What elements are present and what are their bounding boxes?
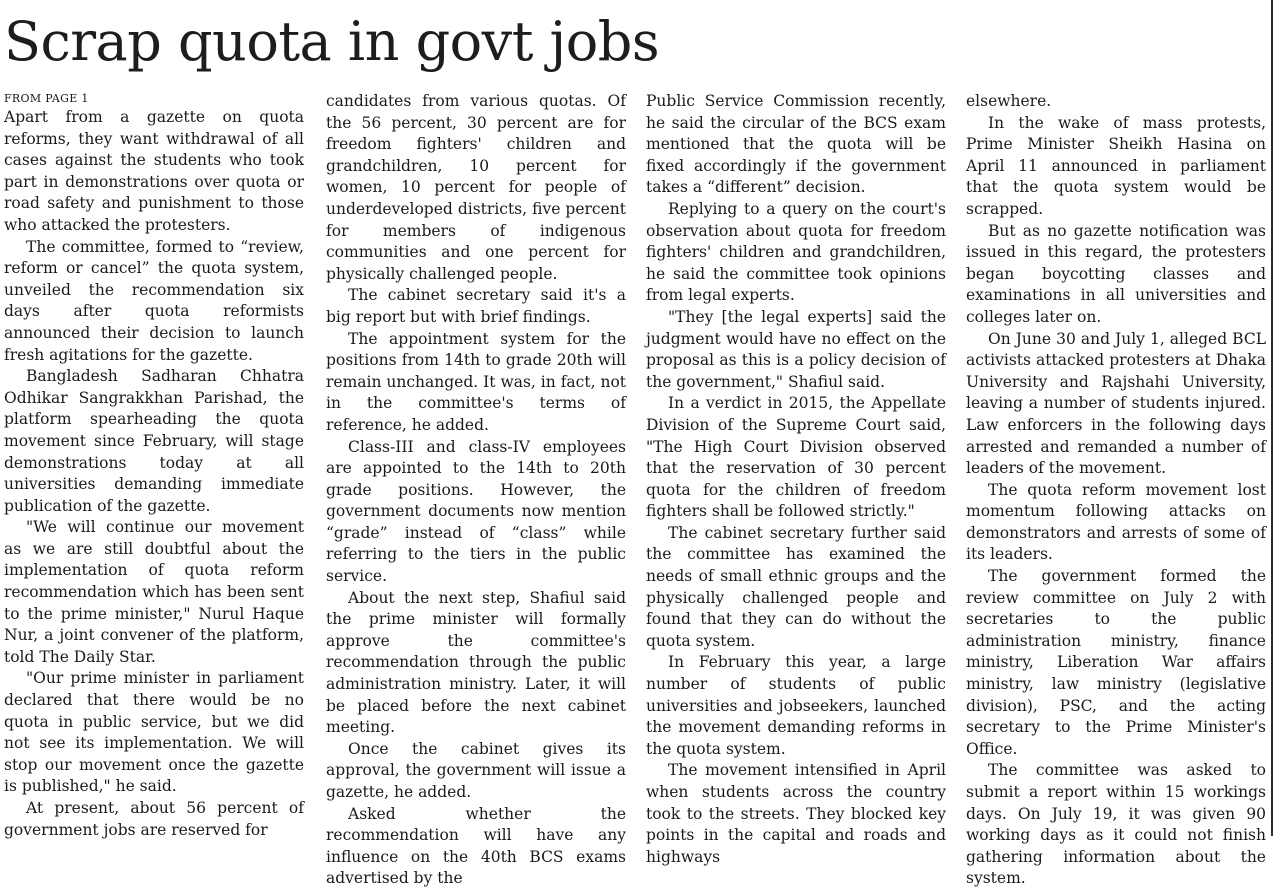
paragraph: The cabinet secretary further said the committee has examined the needs of small ethnic groups and the physically challenged people and found that they can do without the quota system.: [646, 523, 946, 650]
paragraph: Public Service Commission recently, he said the circular of the BCS exam mentioned that the quota will be fixed accordingly if the government takes a “different” decision.: [646, 92, 946, 197]
paragraph: The committee was asked to submit a report within 15 workings days. On July 19, it was given 90 working days as it could not finish gathering information about the system.: [966, 761, 1266, 888]
paragraph: Class-III and class-IV employees are appointed to the 14th to 20th grade positions. However, the government documents now mention “grade” instead of “class” while referring to the tiers in the public service.: [326, 437, 626, 586]
column-rule: [1271, 0, 1273, 836]
headline: Scrap quota in govt jobs: [4, 10, 660, 73]
paragraph: In February this year, a large number of students of public universities and jobseekers, launched the movement demanding reforms in the quota system.: [646, 653, 946, 758]
kicker: FROM PAGE 1: [4, 92, 89, 105]
paragraph: The quota reform movement lost momentum following attacks on demonstrators and arrests of some of its leaders.: [966, 480, 1266, 564]
paragraph: On June 30 and July 1, alleged BCL activists attacked protesters at Dhaka University and Rajshahi University, leaving a number of students injured. Law enforcers in the following days arrested and remanded a number of leaders of the movement.: [966, 329, 1266, 478]
paragraph: Apart from a gazette on quota reforms, they want withdrawal of all cases against the students who took part in demonstrations over quota or road safety and punishment to those who attacked the protesters.: [4, 108, 304, 234]
paragraph: candidates from various quotas. Of the 56 percent, 30 percent are for freedom fighters' children and grandchildren, 10 percent for women, 10 percent for people of underdeveloped districts, five percent for members of indigenous communities and one percent for physically challenged people.: [326, 92, 626, 283]
paragraph: At present, about 56 percent of government jobs are reserved for: [4, 799, 304, 839]
paragraph: But as no gazette notification was issued in this regard, the protesters began boycotting classes and examinations in all universities and colleges later on.: [966, 221, 1266, 326]
article-column-3: [646, 91, 946, 868]
paragraph: The government formed the review committee on July 2 with secretaries to the public administration ministry, finance ministry, Liberation War affairs ministry, law ministry (legislative division), PSC, and the acting secretary to the Prime Minister's Office.: [966, 567, 1266, 758]
paragraph: The appointment system for the positions from 14th to grade 20th will remain unchanged. It was, in fact, not in the committee's terms of reference, he added.: [326, 329, 626, 434]
paragraph: "They [the legal experts] said the judgment would have no effect on the proposal as this is a policy decision of the government," Shafiul said.: [646, 307, 946, 391]
paragraph: In the wake of mass protests, Prime Minister Sheikh Hasina on April 11 announced in parliament that the quota system would be scrapped.: [966, 113, 1266, 218]
article-column-4: [966, 91, 1266, 890]
paragraph: Once the cabinet gives its approval, the government will issue a gazette, he added.: [326, 739, 626, 801]
paragraph: The committee, formed to “review, reform or cancel” the quota system, unveiled the recommendation six days after quota reformists announced their decision to launch fresh agitations for the gazette.: [4, 237, 304, 364]
article-column-1: [4, 91, 304, 841]
paragraph: The movement intensified in April when students across the country took to the streets. They blocked key points in the capital and roads and highways: [646, 761, 946, 866]
paragraph: elsewhere.: [966, 92, 1052, 110]
paragraph: About the next step, Shafiul said the prime minister will formally approve the committee's recommendation through the public administration ministry. Later, it will be placed before the next cabinet meeting.: [326, 588, 626, 737]
paragraph: Asked whether the recommendation will have any influence on the 40th BCS exams advertised by the: [326, 804, 626, 888]
paragraph: Replying to a query on the court's observation about quota for freedom fighters' children and grandchildren, he said the committee took opinions from legal experts.: [646, 199, 946, 305]
article-column-2: [326, 91, 626, 890]
paragraph: "We will continue our movement as we are still doubtful about the implementation of quota reform recommendation which has been sent to the prime minister," Nurul Haque Nur, a joint convener of the platform, told The Daily Star.: [4, 518, 304, 666]
paragraph: "Our prime minister in parliament declared that there would be no quota in public service, but we did not see its implementation. We will stop our movement once the gazette is published," he said.: [4, 669, 304, 796]
paragraph: The cabinet secretary said it's a big report but with brief findings.: [326, 286, 626, 326]
paragraph: Bangladesh Sadharan Chhatra Odhikar Sangrakkhan Parishad, the platform spearheading the quota movement since February, will stage demonstrations today at all universities demanding immediate publication of the gazette.: [4, 367, 304, 515]
paragraph: In a verdict in 2015, the Appellate Division of the Supreme Court said, "The High Court Division observed that the reservation of 30 percent quota for the children of freedom fighters shall be followed strictly.": [646, 394, 946, 521]
